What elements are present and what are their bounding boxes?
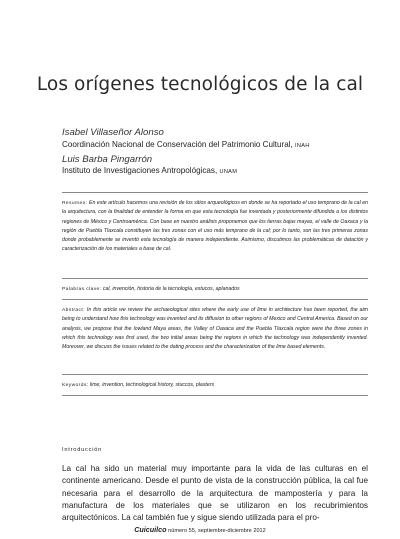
divider <box>62 278 368 279</box>
author-name: Luis Barba Pingarrón <box>62 154 153 165</box>
abstract-label: Abstract: <box>62 308 85 313</box>
affiliation-text: Coordinación Nacional de Conservación del Patrimonio Cultural, <box>62 140 293 149</box>
author-affiliation <box>62 166 237 175</box>
resumen-label: Resumen: <box>62 201 88 206</box>
palabras-clave-label: Palabras clave: <box>62 287 102 292</box>
page-footer <box>0 525 400 534</box>
author-name: Isabel Villaseñor Alonso <box>62 127 164 138</box>
resumen-text: En este artículo hacemos una revisión de los sitios arqueológicos en donde se ha reportado el uso temprano de la cal en la arquitectura, con la finalidad de entender la forma en que esta tecnología fue inventada y posteriormente difundida a los distintos regiones de México y Centroamérica. Con base en nuestro análisis proponemos que los tierras bajas mayas, el valle de Oaxaca y la región de Puebla Tlaxcala constituyen las tres zonas con el uso más temprano de la cal; por lo tanto, son las tres primeras zonas donde probablemente se inventó esta tecnología de manera independiente. Asimismo, discutimos las problemáticas de datación y caracterización de los materiales a base de cal. <box>62 200 368 253</box>
author-affiliation <box>62 140 310 149</box>
affiliation-abbr: INAH <box>295 143 310 149</box>
affiliation-abbr: UNAM <box>219 169 238 175</box>
divider <box>62 299 368 300</box>
journal-logo: Cuicuilco <box>134 525 167 534</box>
issue-info: número 55, septiembre-diciembre 2012 <box>168 528 266 534</box>
abstract-text: In this article we review the archaeological sites where the early use of lime in architecture has been reported, the aim being to understand how this technology was invented and its diffusion to other regions of Mexico and Central America. Based on our analysis, we propose that the lowland Maya areas, the Valley of Oaxaca and the Puebla Tlaxcala region were the three zones in which this technology was first used, the two initial areas being the regions in which the technology was independently invented. Moreover, we discuss the issues related to the dating process and the characterization of the lime based elements. <box>62 307 368 351</box>
article-title: Los orígenes tecnológicos de la cal <box>36 74 364 96</box>
section-heading: Introducción <box>62 447 103 453</box>
palabras-clave-text: cal, invención, historia de la tecnología, estucos, aplanados <box>102 286 240 292</box>
divider <box>62 374 368 375</box>
abstract-block <box>62 306 368 352</box>
intro-paragraph: La cal ha sido un material muy importante para la vida de las culturas en el continente americano. Desde el punto de vista de la construcción pública, la cal fue necesaria para el desarrollo de la arquitectura de mampostería y para la manufactura de los materiales que se utilizaron en los recubrimientos arquitectónicos. La cal también fue y sigue siendo utilizada para el pro- <box>62 464 368 523</box>
divider <box>62 395 368 396</box>
affiliation-text: Instituto de Investigaciones Antropológicas, <box>62 166 218 175</box>
divider <box>62 192 368 193</box>
palabras-clave-block <box>62 285 368 294</box>
keywords-block <box>62 381 368 390</box>
keywords-label: Keywords: <box>62 383 89 388</box>
keywords-text: lime, invention, technological history, stuccos, plasters <box>89 382 215 388</box>
resumen-block <box>62 199 368 255</box>
